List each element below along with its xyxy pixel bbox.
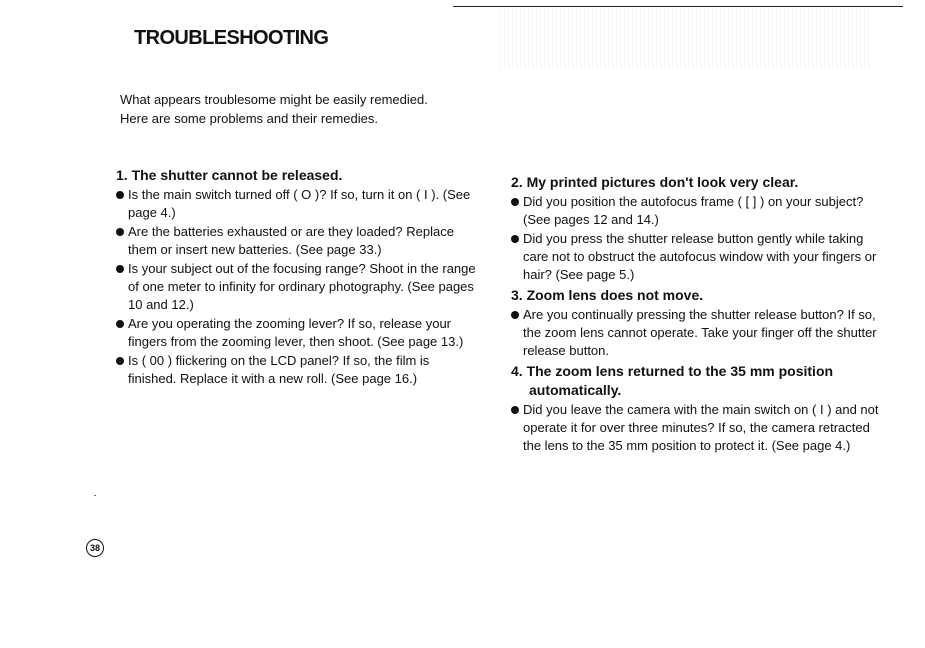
page-number-badge: 38 [86, 539, 104, 557]
bullet-icon [116, 357, 124, 365]
item-text: Are the batteries exhausted or are they loaded? Replace them or insert new batteries. (See page 33.) [128, 224, 454, 257]
page-title: TROUBLESHOOTING [134, 27, 329, 49]
item-text: Did you press the shutter release button gently while taking care not to obstruct the autofocus window with your fingers or hair? (See page 5.) [523, 231, 877, 282]
list-item [511, 230, 881, 284]
list-item [116, 260, 480, 314]
bullet-icon [116, 320, 124, 328]
item-text: Did you position the autofocus frame ( [ ] ) on your subject? (See pages 12 and 14.) [523, 194, 864, 227]
scan-noise [500, 10, 870, 68]
item-text: Did you leave the camera with the main switch on ( I ) and not operate it for over three minutes? If so, the camera retracted the lens to the 35 mm position to protect it. (See page 4.) [523, 402, 879, 453]
scan-speck [94, 495, 96, 496]
bullet-icon [511, 235, 519, 243]
item-text: Is ( 00 ) flickering on the LCD panel? If so, the film is finished. Replace it with a new roll. (See page 16.) [128, 353, 430, 386]
section-heading-2: 2. My printed pictures don't look very clear. [511, 174, 799, 190]
list-item [116, 186, 480, 222]
list-item [511, 401, 881, 455]
section-heading-4: 4. The zoom lens returned to the 35 mm position automatically. [511, 363, 834, 398]
top-rule [453, 6, 903, 7]
item-text: Are you operating the zooming lever? If so, release your fingers from the zooming lever, then shoot. (See page 13.) [128, 316, 464, 349]
bullet-icon [511, 198, 519, 206]
bullet-icon [116, 228, 124, 236]
item-text: Are you continually pressing the shutter release button? If so, the zoom lens cannot operate. Take your finger off the shutter release button. [523, 307, 877, 358]
section-heading-1: 1. The shutter cannot be released. [116, 167, 343, 183]
bullet-icon [116, 265, 124, 273]
list-item [511, 193, 881, 229]
bullet-icon [511, 311, 519, 319]
bullet-icon [116, 191, 124, 199]
left-column [116, 166, 480, 389]
item-text: Is the main switch turned off ( O )? If so, turn it on ( I ). (See page 4.) [128, 187, 471, 220]
right-column [511, 173, 881, 456]
list-item [116, 315, 480, 351]
list-item [116, 352, 480, 388]
list-item [511, 306, 881, 360]
item-text: Is your subject out of the focusing range? Shoot in the range of one meter to infinity for ordinary photography. (See pages 10 and 12.) [128, 261, 476, 312]
intro-text [120, 90, 480, 128]
list-item [116, 223, 480, 259]
bullet-icon [511, 406, 519, 414]
intro-line-2: Here are some problems and their remedies. [120, 111, 378, 126]
intro-line-1: What appears troublesome might be easily remedied. [120, 92, 428, 107]
section-heading-3: 3. Zoom lens does not move. [511, 287, 704, 303]
